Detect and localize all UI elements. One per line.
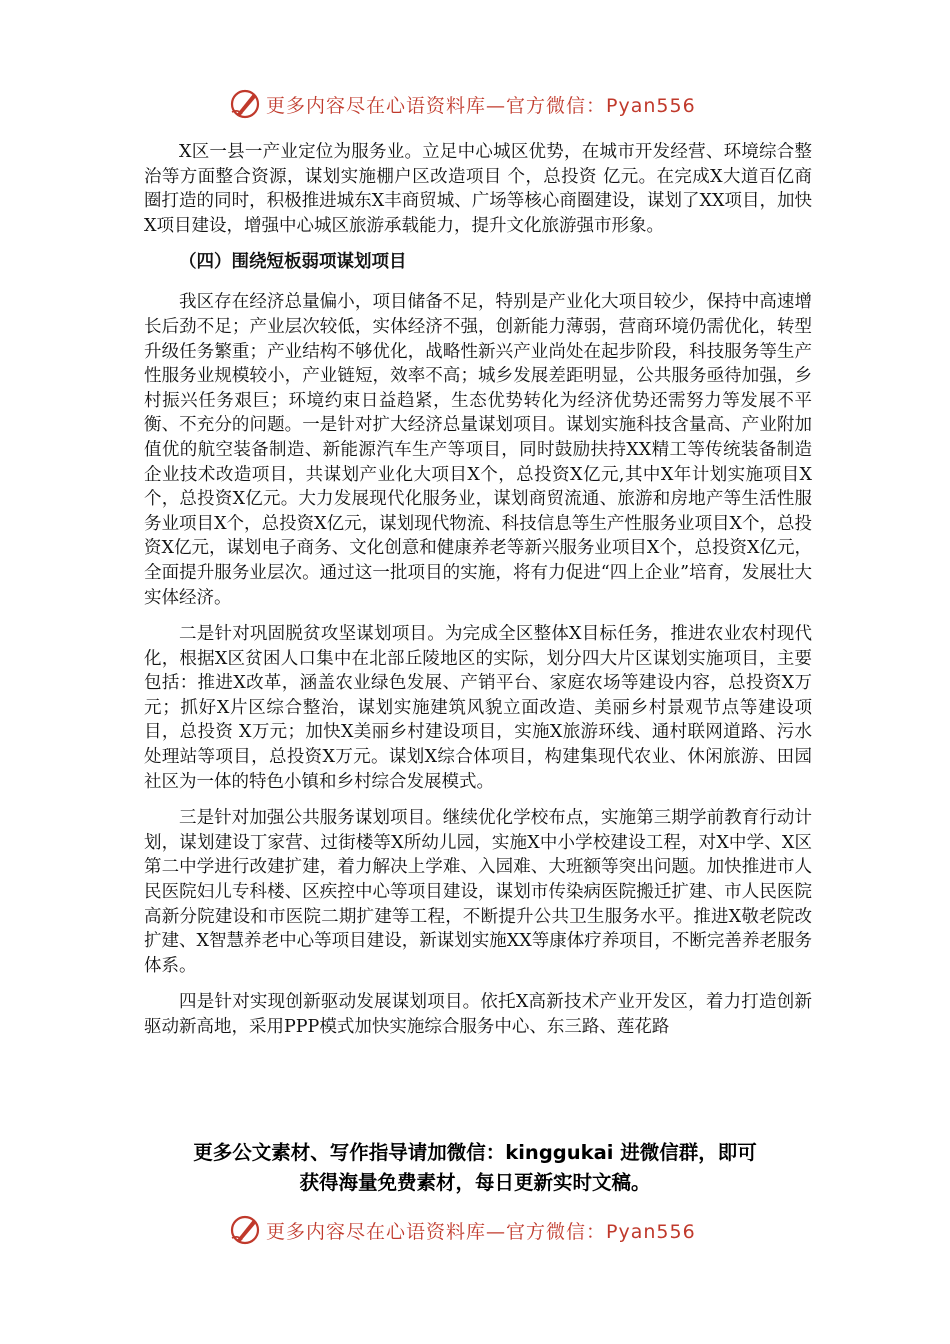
paragraph: 我区存在经济总量偏小，项目储备不足，特别是产业化大项目较少，保持中高速增长后劲不足；产业层次较低，实体经济不强，创新能力薄弱，营商环境仍需优化，转型升级任务繁重；产业结构不够优化，战略性新兴产业尚处在起步阶段，科技服务等生产性服务业规模较小，产业链短，效率不高；城乡发展差距明显，公共服务亟待加强，乡村振兴任务艰巨；环境约束日益趋紧，生态优势转化为经济优势还需努力等发展不平衡、不充分的问题。一是针对扩大经济总量谋划项目。谋划实施科技含量高、产业附加值优的航空装备制造、新能源汽车生产等项目，同时鼓励扶持XX精工等传统装备制造企业技术改造项目，共谋划产业化大项目X个，总投资X亿元,其中X年计划实施项目X个，总投资X亿元。大力发展现代化服务业，谋划商贸流通、旅游和房地产等生活性服务业项目X个，总投资X亿元，谋划现代物流、科技信息等生产性服务业项目X个，总投资X亿元，谋划电子商务、文化创意和健康养老等新兴服务业项目X个，总投资X亿元，全面提升服务业层次。通过这一批项目的实施，将有力促进“四上企业”培育，发展壮大实体经济。 xyxy=(144,292,812,608)
footer-banner xyxy=(228,1212,696,1248)
footer-banner-text: 更多内容尽在心语资料库—官方微信：Pyan556 xyxy=(266,1220,696,1243)
paragraph: 三是针对加强公共服务谋划项目。继续优化学校布点，实施第三期学前教育行动计划，谋划建设丁家营、过街楼等X所幼儿园，实施X中小学校建设工程，对X中学、X区第二中学进行改建扩建，着力解决上学难、入园难、大班额等突出问题。加快推进市人民医院妇儿专科楼、区疾控中心等项目建设，谋划市传染病医院搬迁扩建、市人民医院高新分院建设和市医院二期扩建等工程，不断提升公共卫生服务水平。推进X敬老院改扩建、X智慧养老中心等项目建设，新谋划实施XX等康体疗养项目，不断完善养老服务体系。 xyxy=(144,808,812,976)
header-banner-text: 更多内容尽在心语资料库—官方微信：Pyan556 xyxy=(266,94,696,117)
paragraph: X区一县一产业定位为服务业。立足中心城区优势，在城市开发经营、环境综合整治等方面整合资源，谋划实施棚户区改造项目 个，总投资 亿元。在完成X大道百亿商圈打造的同时，积极推进城东X丰商贸城、广场等核心商圈建设，谋划了XX项目，加快X项目建设，增强中心城区旅游承载能力，提升文化旅游强市形象。 xyxy=(144,142,812,236)
header-banner xyxy=(228,86,696,122)
section-heading: （四）围绕短板弱项谋划项目 xyxy=(179,252,407,273)
pen-logo-icon xyxy=(228,1213,262,1247)
promo-line-2: 获得海量免费素材，每日更新实时文稿。 xyxy=(299,1171,651,1194)
pen-logo-icon xyxy=(228,87,262,121)
paragraph: 二是针对巩固脱贫攻坚谋划项目。为完成全区整体X目标任务，推进农业农村现代化，根据X区贫困人口集中在北部丘陵地区的实际，划分四大片区谋划实施项目，主要包括：推进X改革，涵盖农业绿色发展、产销平台、家庭农场等建设内容，总投资X万元；抓好X片区综合整治，谋划实施建筑风貌立面改造、美丽乡村景观节点等建设项目，总投资 X万元；加快X美丽乡村建设项目，实施X旅游环线、通村联网道路、污水处理站等项目，总投资X万元。谋划X综合体项目，构建集现代农业、休闲旅游、田园社区为一体的特色小镇和乡村综合发展模式。 xyxy=(144,624,812,792)
paragraph: 四是针对实现创新驱动发展谋划项目。依托X高新技术产业开发区，着力打造创新驱动新高地，采用PPP模式加快实施综合服务中心、东三路、莲花路 xyxy=(144,992,812,1037)
promo-notice xyxy=(130,1138,820,1198)
document-body xyxy=(144,140,812,1052)
promo-line-1: 更多公文素材、写作指导请加微信：kinggukai 进微信群，即可 xyxy=(193,1141,757,1164)
